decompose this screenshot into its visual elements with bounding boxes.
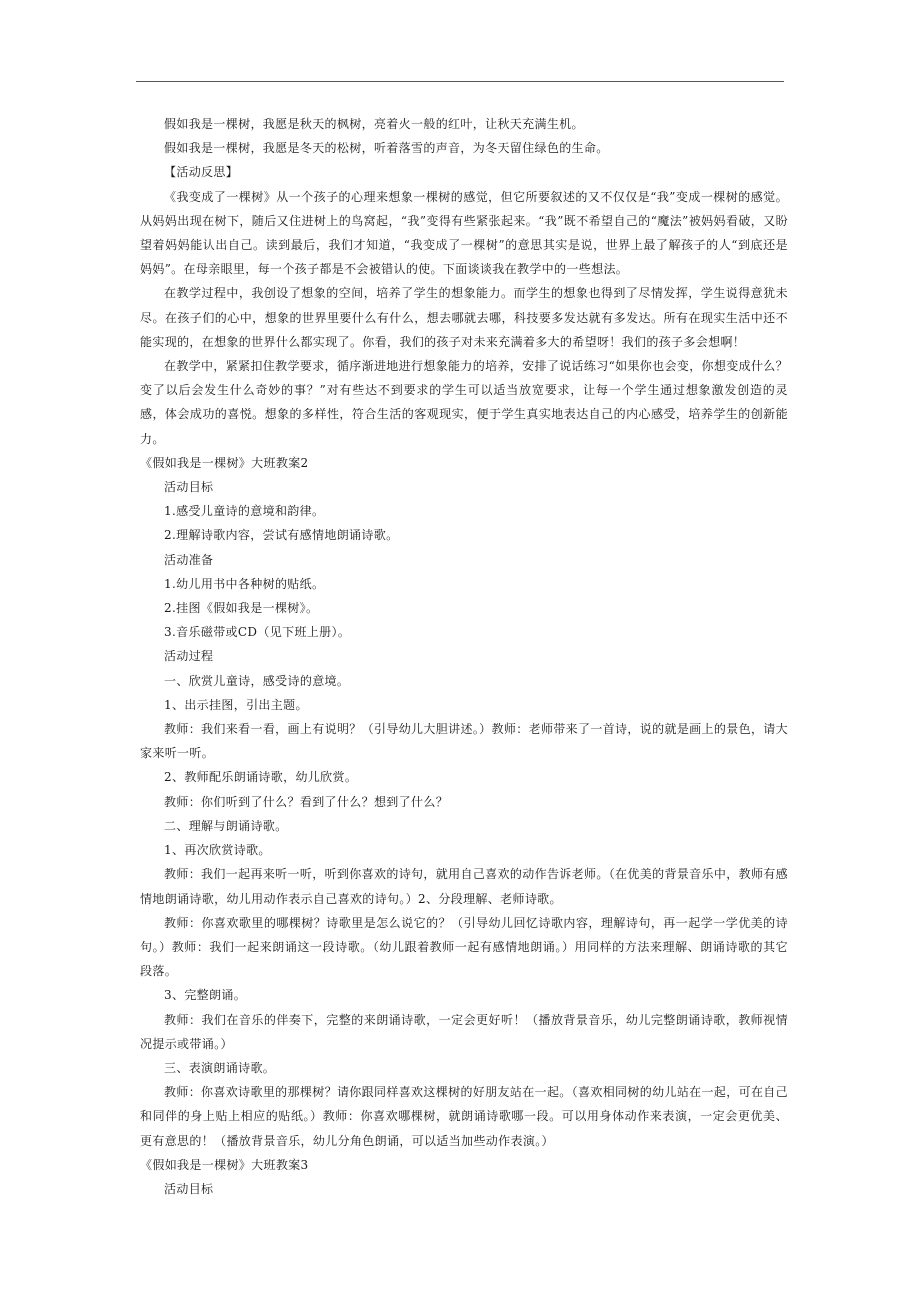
paragraph-p15: 活动过程 xyxy=(164,649,214,664)
paragraph-p10: 2.理解诗歌内容，尝试有感情地朗诵诗歌。 xyxy=(164,528,399,543)
paragraph-p06: 在教学中，紧紧扣住教学要求，循序渐进地进行想象能力的培养，安排了说话练习“如果你也会变，你想变成什么？变了以后会发生什么奇妙的事？”对有些达不到要求的学生可以适当放宽要求，让每一个学生通过想象激发创造的灵感，体会成功的喜悦。想象的多样性，符合生活的客观现实，便于学生真实地表达自己的内心感受，培养学生的创新能力。 xyxy=(140,359,788,446)
paragraph-p14: 3.音乐磁带或CD（见下班上册）。 xyxy=(164,625,351,640)
paragraph-p17: 1、出示挂图，引出主题。 xyxy=(164,697,308,712)
paragraph-p27: 三、表演朗诵诗歌。 xyxy=(164,1060,276,1075)
paragraph-p29: 《假如我是一棵树》大班教案3 xyxy=(140,1157,309,1172)
document-body xyxy=(140,112,788,1201)
paragraph-p21: 二、理解与朗诵诗歌。 xyxy=(164,818,288,833)
paragraph-p12: 1.幼儿用书中各种树的贴纸。 xyxy=(164,576,325,591)
paragraph-p28: 教师：你喜欢诗歌里的那棵树？请你跟同样喜欢这棵树的好朋友站在一起。（喜欢相同树的幼儿站在一起，可在自己和同伴的身上贴上相应的贴纸。）教师：你喜欢哪棵树，就朗诵诗歌哪一段。可以用身体动作来表演，一定会更优美、更有意思的！（播放背景音乐，幼儿分角色朗诵，可以适当加些动作表演。） xyxy=(140,1085,788,1148)
paragraph-p23: 教师：我们一起再来听一听，听到你喜欢的诗句，就用自己喜欢的动作告诉老师。（在优美的背景音乐中，教师有感情地朗诵诗歌，幼儿用动作表示自己喜欢的诗句。）2、分段理解、老师诗歌。 xyxy=(140,867,788,906)
paragraph-p30: 活动目标 xyxy=(164,1181,214,1196)
paragraph-p01: 假如我是一棵树，我愿是秋天的枫树，亮着火一般的红叶，让秋天充满生机。 xyxy=(164,117,584,131)
paragraph-p18: 教师：我们来看一看，画上有说明？（引导幼儿大胆讲述。）教师：老师带来了一首诗，说的就是画上的景色，请大家来听一听。 xyxy=(140,722,788,761)
paragraph-p03: 【活动反思】 xyxy=(164,165,239,180)
paragraph-p04: 《我变成了一棵树》从一个孩子的心理来想象一棵树的感觉，但它所要叙述的又不仅仅是“我”变成一棵树的感觉。从妈妈出现在树下，随后又住进树上的鸟窝起，“我”变得有些紧张起来。“我”既不希望自己的“魔法”被妈妈看破，又盼望着妈妈能认出自己。读到最后，我们才知道，“我变成了一棵树”的意思其实是说，世界上最了解孩子的人“到底还是妈妈”。在母亲眼里，每一个孩子都是不会被错认的使。下面谈谈我在教学中的一些想法。 xyxy=(140,189,788,277)
paragraph-p07: 《假如我是一棵树》大班教案2 xyxy=(140,455,309,470)
header-rule xyxy=(136,81,784,82)
paragraph-p11: 活动准备 xyxy=(164,552,214,567)
paragraph-p13: 2.挂图《假如我是一棵树》。 xyxy=(164,601,319,616)
paragraph-p09: 1.感受儿童诗的意境和韵律。 xyxy=(164,504,325,519)
paragraph-p22: 1、再次欣赏诗歌。 xyxy=(164,843,271,858)
paragraph-p02: 假如我是一棵树，我愿是冬天的松树，听着落雪的声音，为冬天留住绿色的生命。 xyxy=(164,141,609,156)
paragraph-p16: 一、欣赏儿童诗，感受诗的意境。 xyxy=(164,673,350,688)
paragraph-p26: 教师：我们在音乐的伴奏下，完整的来朗诵诗歌，一定会更好听！（播放背景音乐，幼儿完整朗诵诗歌，教师视情况提示或带诵。） xyxy=(140,1012,788,1051)
paragraph-p24: 教师：你喜欢歌里的哪棵树？诗歌里是怎么说它的？（引导幼儿回忆诗歌内容，理解诗句，再一起学一学优美的诗句。）教师：我们一起来朗诵这一段诗歌。（幼儿跟着教师一起有感情地朗诵。）用同样的方法来理解、朗诵诗歌的其它段落。 xyxy=(140,915,788,979)
paragraph-p25: 3、完整朗诵。 xyxy=(164,988,247,1003)
paragraph-p19: 2、教师配乐朗诵诗歌，幼儿欣赏。 xyxy=(164,770,358,785)
paragraph-p20: 教师：你们听到了什么？看到了什么？想到了什么？ xyxy=(164,794,449,809)
paragraph-p05: 在教学过程中，我创设了想象的空间，培养了学生的想象能力。而学生的想象也得到了尽情发挥，学生说得意犹未尽。在孩子们的心中，想象的世界里要什么有什么，想去哪就去哪，科技要多发达就有多发达。所有在现实生活中还不能实现的，在想象的世界什么都实现了。你看，我们的孩子对未来充满着多大的希望呀！我们的孩子多会想啊！ xyxy=(140,286,788,349)
paragraph-p08: 活动目标 xyxy=(164,480,214,495)
